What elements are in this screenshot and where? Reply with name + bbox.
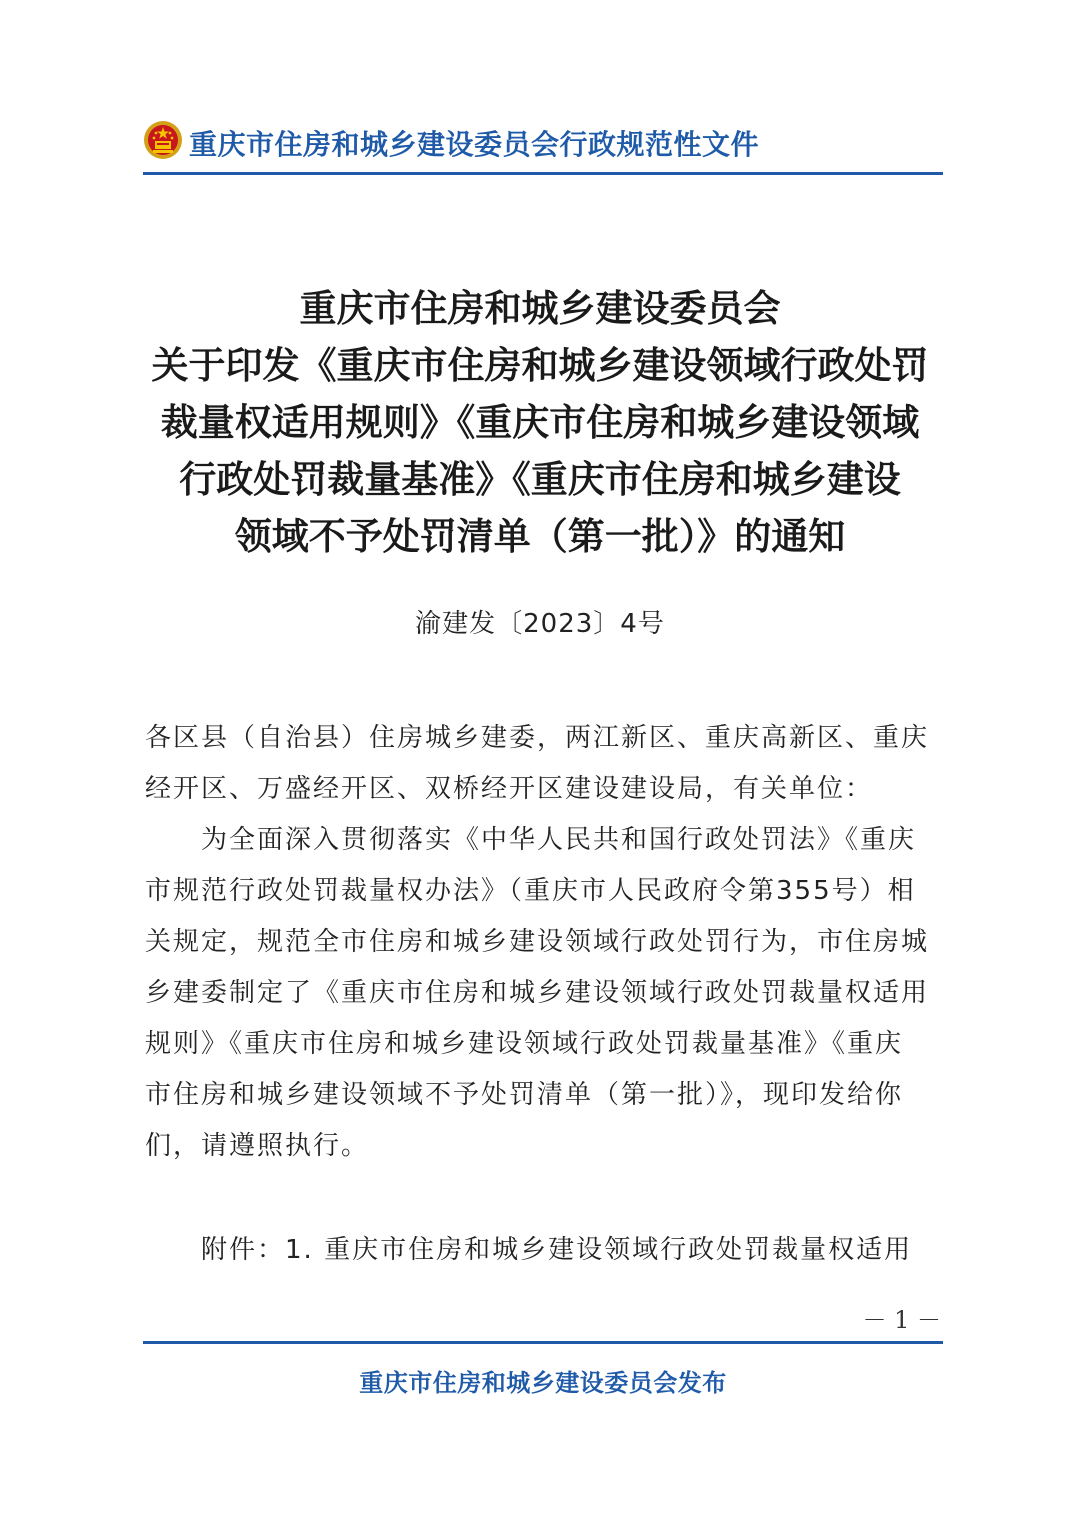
body-paragraph [145, 815, 945, 1172]
document-header [143, 118, 943, 178]
addressee [145, 713, 945, 815]
header-title: 重庆市住房和城乡建设委员会行政规范性文件 [189, 128, 760, 161]
title-line: 领域不予处罚清单（第一批）》的通知 [234, 514, 846, 558]
title-line: 关于印发《重庆市住房和城乡建设领域行政处罚 [151, 343, 929, 387]
page-number: － 1 － [862, 1306, 941, 1334]
national-emblem-icon [143, 120, 183, 160]
paragraph-line: 市住房和城乡建设领域不予处罚清单（第一批）》，现印发给你 [145, 1080, 904, 1110]
attachment-list [145, 1225, 945, 1276]
title-line: 行政处罚裁量基准》《重庆市住房和城乡建设 [179, 457, 901, 501]
attachment-item: 附件：1. 重庆市住房和城乡建设领域行政处罚裁量权适用 [145, 1235, 913, 1265]
document-number: 渝建发〔2023〕4号 [415, 609, 665, 639]
header-divider [143, 172, 943, 175]
addressee-line: 各区县（自治县）住房城乡建委，两江新区、重庆高新区、重庆 [145, 723, 930, 753]
paragraph-line: 为全面深入贯彻落实《中华人民共和国行政处罚法》《重庆 [145, 825, 917, 855]
addressee-line: 经开区、万盛经开区、双桥经开区建设建设局，有关单位： [145, 774, 874, 804]
paragraph-line: 乡建委制定了《重庆市住房和城乡建设领域行政处罚裁量权适用 [145, 978, 930, 1008]
paragraph-line: 们，请遵照执行。 [145, 1131, 370, 1161]
footer-publisher: 重庆市住房和城乡建设委员会发布 [359, 1369, 727, 1397]
paragraph-line: 关规定，规范全市住房和城乡建设领域行政处罚行为，市住房城 [145, 927, 930, 957]
title-line: 裁量权适用规则》《重庆市住房和城乡建设领域 [160, 400, 920, 444]
paragraph-line: 市规范行政处罚裁量权办法》（重庆市人民政府令第355号）相 [145, 876, 916, 906]
footer-divider [143, 1341, 943, 1344]
document-title [120, 280, 960, 565]
title-line: 重庆市住房和城乡建设委员会 [299, 286, 781, 330]
paragraph-line: 规则》《重庆市住房和城乡建设领域行政处罚裁量基准》《重庆 [145, 1029, 904, 1059]
